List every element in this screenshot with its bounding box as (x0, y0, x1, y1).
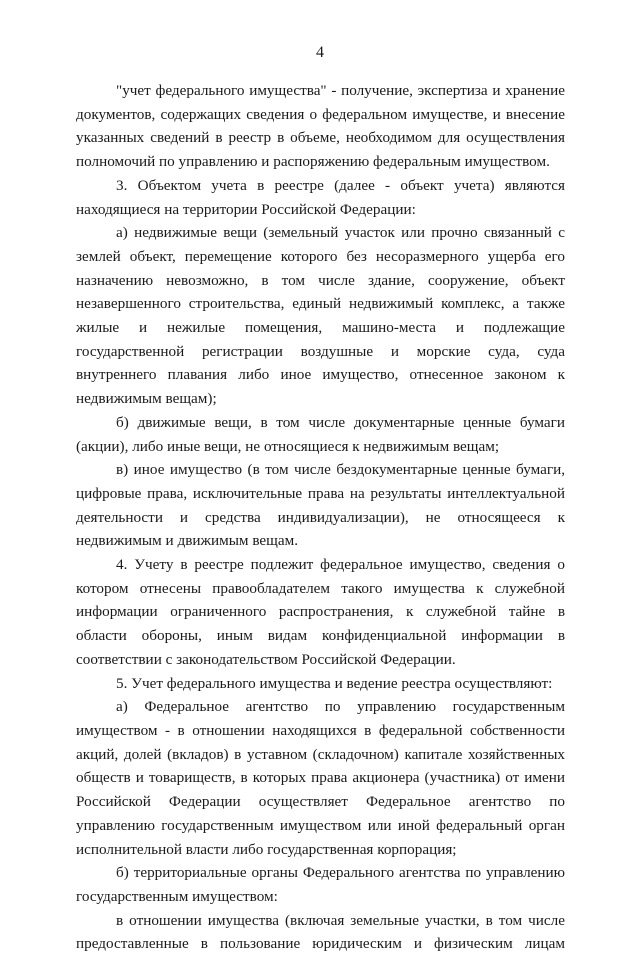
document-body (76, 79, 565, 956)
paragraph-3a-immovable-things: а) недвижимые вещи (земельный участок или прочно связанный с землей объект, перемещение которого без несоразмерного ущерба его назначению невозможно, в том числе здание, сооружение, объект незавершенного строительства, единый недвижимый комплекс, а также жилые и нежилые помещения, машино-места и подлежащие государственной регистрации воздушные и морские суда, суда внутреннего плавания либо иное имущество, отнесенное законом к недвижимым вещам); (76, 224, 565, 408)
paragraph-3-objects-of-accounting: 3. Объектом учета в реестре (далее - объект учета) являются находящиеся на территории Российской Федерации: (76, 176, 565, 218)
paragraph-3b-movable-things: б) движимые вещи, в том числе документарные ценные бумаги (акции), либо иные вещи, не относящиеся к недвижимым вещам; (76, 413, 565, 455)
paragraph-5-registry-maintainers: 5. Учет федерального имущества и ведение реестра осуществляют: (116, 674, 553, 692)
paragraph-5b-continuation: в отношении имущества (включая земельные участки, в том числе предоставленные в пользование юридическим и физическим лицам (76, 911, 565, 953)
paragraph-5b-territorial-bodies: б) территориальные органы Федерального агентства по управлению государственным имуществом: (76, 864, 565, 905)
paragraph-3c-other-property: в) иное имущество (в том числе бездокументарные ценные бумаги, цифровые права, исключительные права на результаты интеллектуальной деятельности и средства индивидуализации), не относящееся к недвижимым и движимым вещам. (76, 461, 565, 550)
paragraph-definition-federal-property-accounting: "учет федерального имущества" - получение, экспертиза и хранение документов, содержащих сведения о федеральном имуществе, и внесение указанных сведений в реестр в объеме, необходимом для осуществления полномочий по управлению и распоряжению федеральным имуществом. (76, 82, 565, 171)
paragraph-5a-federal-agency: а) Федеральное агентство по управлению государственным имуществом - в отношении находящихся в федеральной собственности акций, долей (вкладов) в уставном (складочном) капитале хозяйственных обществ и товариществ, в которых права акционера (участника) от имени Российской Федерации осуществляет Федеральное агентство по управлению государственным имуществом или иной федеральный орган исполнительной власти либо государственная корпорация; (76, 698, 565, 858)
paragraph-4-restricted-information: 4. Учету в реестре подлежит федеральное имущество, сведения о котором отнесены правообладателем такого имущества к служебной информации ограниченного распространения, к служебной тайне в области обороны, иным видам конфиденциальной информации в соответствии с законодательством Российской Федерации. (76, 556, 565, 668)
page-number: 4 (316, 44, 324, 61)
